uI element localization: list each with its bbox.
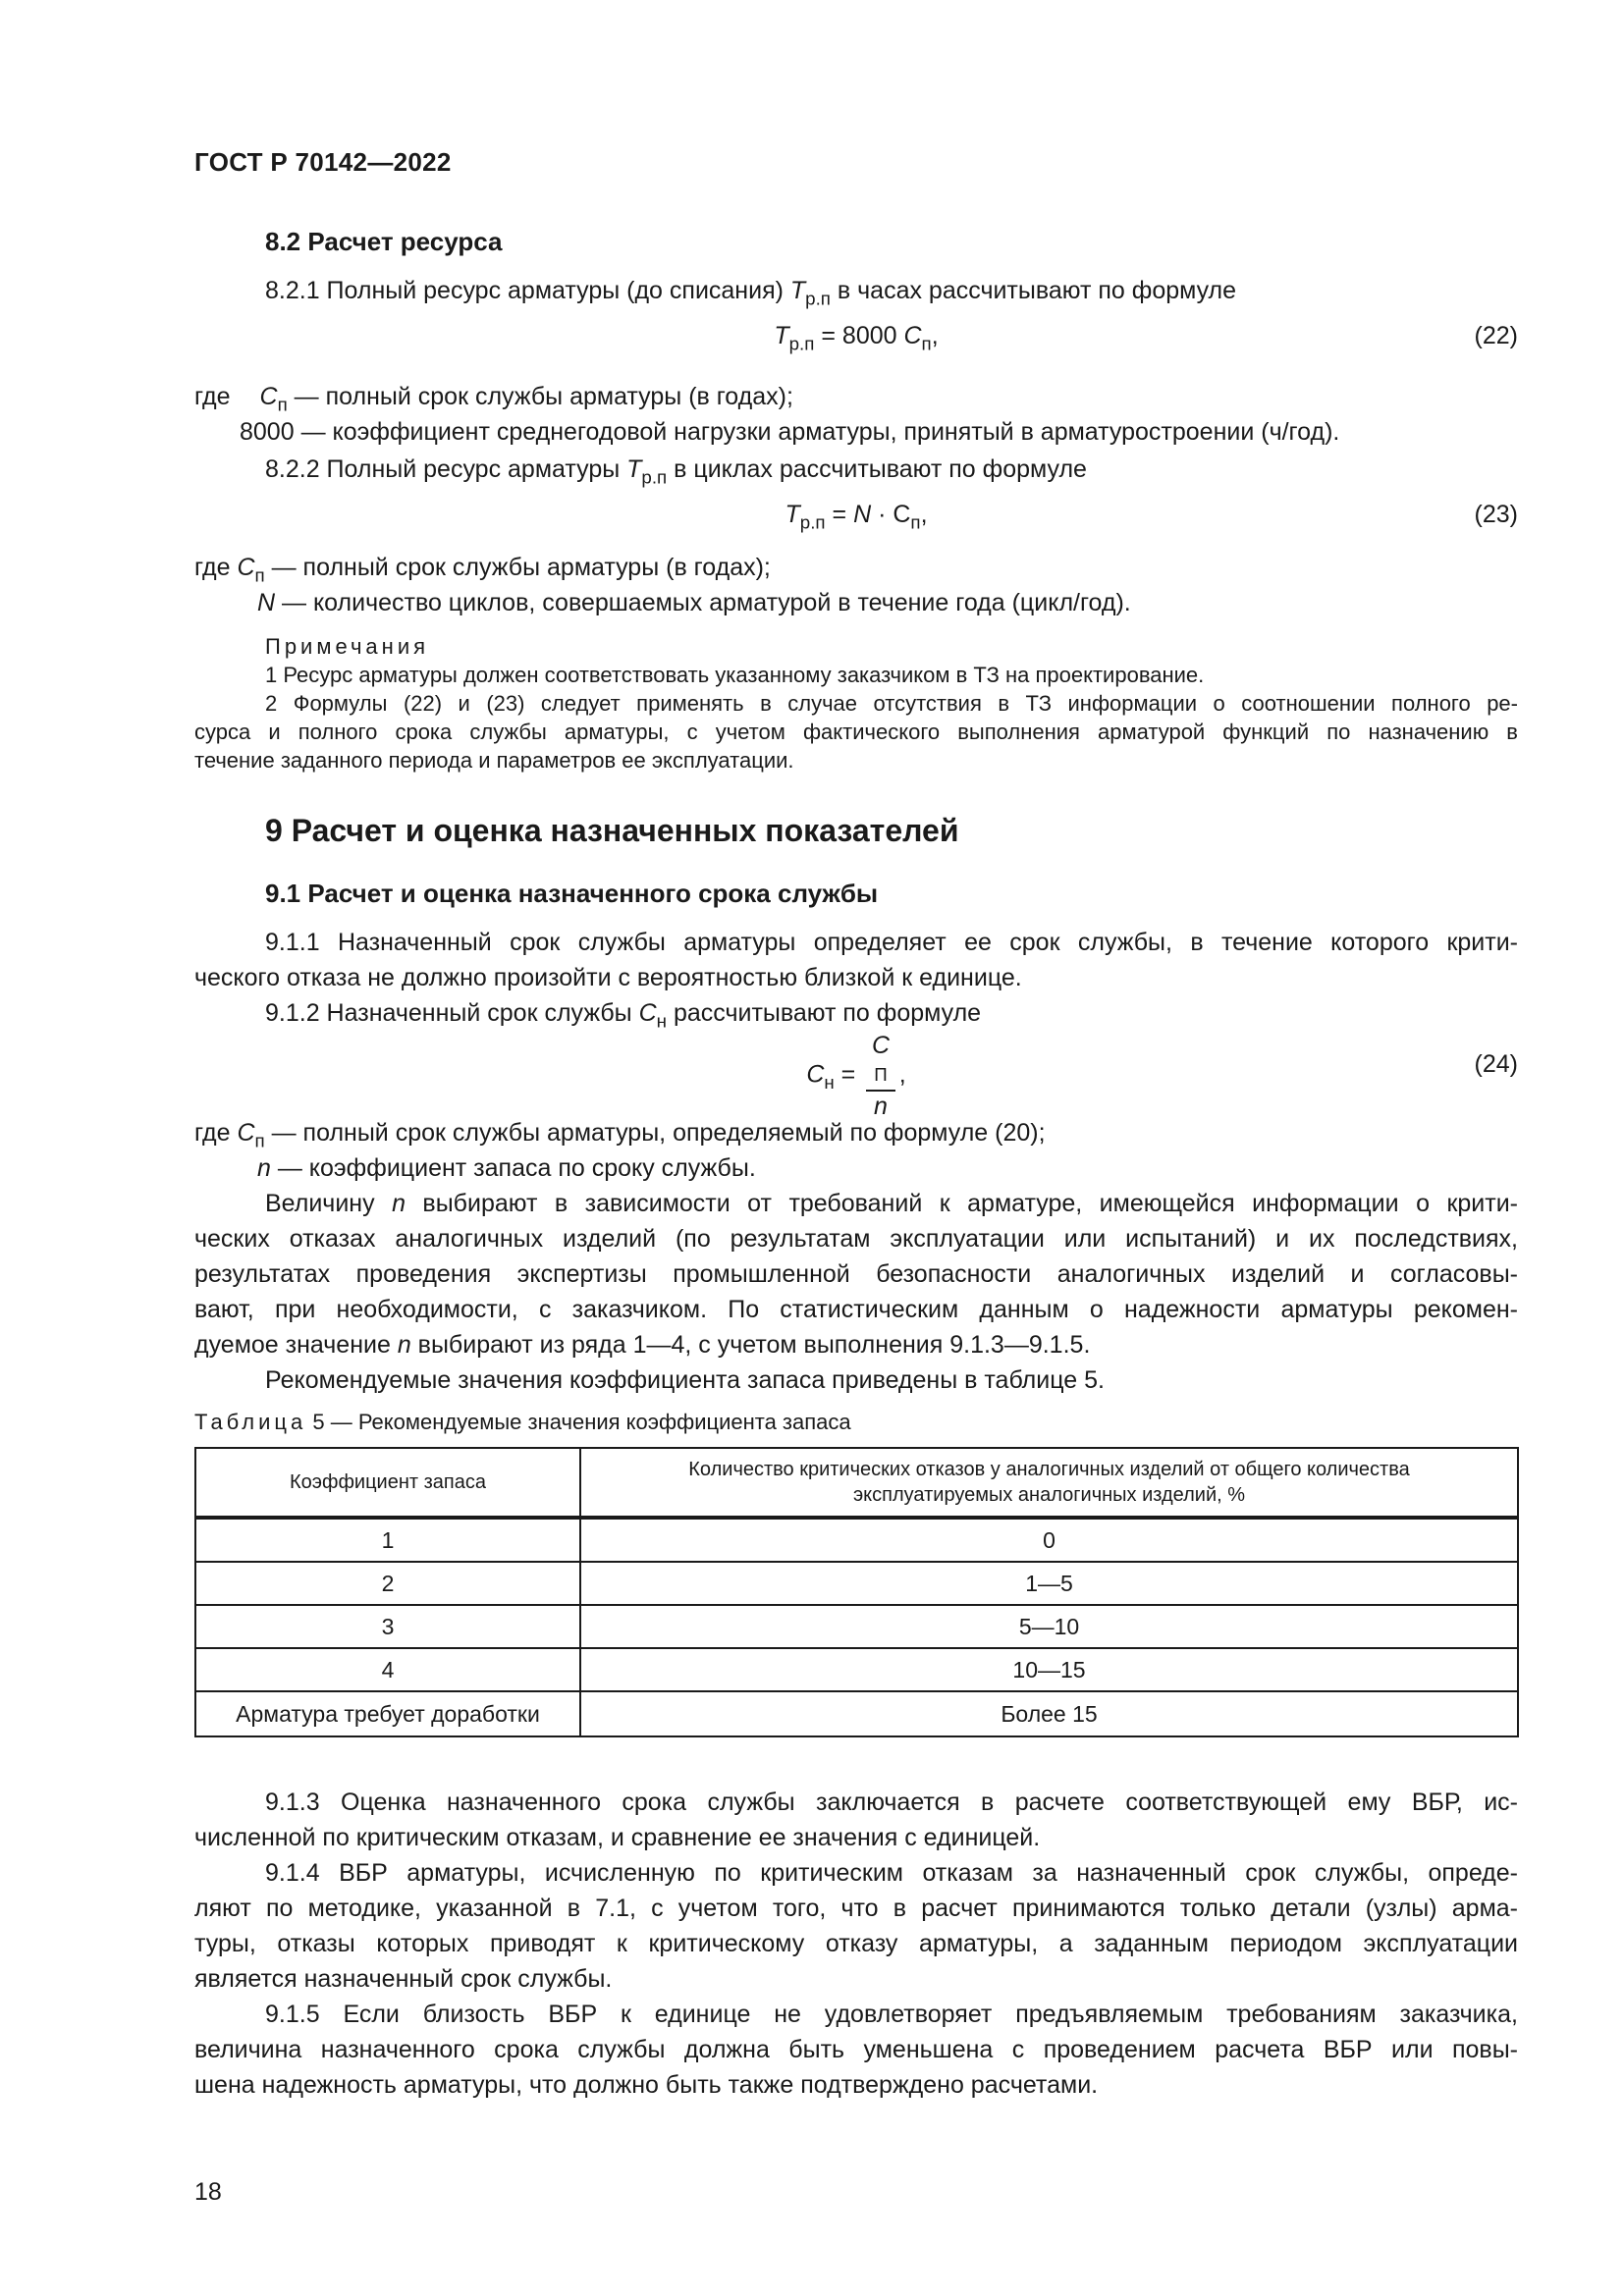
table-row: 4 10—15 — [195, 1648, 1518, 1691]
paragraph-9-1-4-line-4: является назначенный срок службы. — [194, 1965, 613, 1993]
where-block-22: где $C_п$ — полный срок службы арматуры (в годах); 8000 — коэффициент среднегодовой нагрузки арматуры, принятый в арматуростроении (ч/год). — [194, 383, 1340, 446]
page-number: 18 — [194, 2178, 222, 2206]
paragraph-9-1-4-line-3: туры, отказы которых приводят к критическому отказу арматуры, а заданным периодом эксплуатации — [194, 1930, 1518, 1957]
formula-23: $T_{р.п} = N \cdot С_п$, (23) — [785, 501, 1518, 533]
where-block-24: где $C_п$ — полный срок службы арматуры, определяемый по формуле (20); n — коэффициент запаса по сроку службы. — [194, 1119, 1046, 1182]
note-2-line-1: 2 Формулы (22) и (23) следует применять в случае отсутствия в ТЗ информации о соотношении полного ре- — [265, 691, 1518, 716]
where-block-23: где $C_п$ — полный срок службы арматуры (в годах); N — количество циклов, совершаемых арматурой в течение года (цикл/год). — [194, 554, 1131, 616]
table-row: 1 0 — [195, 1518, 1518, 1562]
section-9-heading: 9 Расчет и оценка назначенных показателей — [265, 813, 959, 848]
formula-22: $T_{р.п} = 8000$ $C_п$, (22) — [774, 322, 1518, 354]
table-row: 2 1—5 — [195, 1562, 1518, 1605]
paragraph-n-line-3: результатах проведения экспертизы промышленной безопасности аналогичных изделий и согласовы- — [194, 1260, 1518, 1288]
table-row: Арматура требует доработки Более 15 — [195, 1691, 1518, 1736]
section-8-2-heading: 8.2 Расчет ресурса — [265, 227, 503, 256]
section-9-1-heading: 9.1 Расчет и оценка назначенного срока службы — [265, 879, 879, 908]
paragraph-9-1-3-line-1: 9.1.3 Оценка назначенного срока службы заключается в расчете соответствующей ему ВБР, ис- — [265, 1789, 1518, 1816]
formula-24: $C_н$ = C П n , (24) — [806, 1032, 1518, 1120]
paragraph-9-1-3-line-2: численной по критическим отказам, и сравнение ее значения с единицей. — [194, 1824, 1041, 1851]
paragraph-9-1-1-line-1: 9.1.1 Назначенный срок службы арматуры определяет ее срок службы, в течение которого крити- — [265, 929, 1518, 956]
paragraph-9-1-1-line-2: ческого отказа не должно произойти с вероятностью близкой к единице. — [194, 964, 1022, 991]
paragraph-n-line-4: вают, при необходимости, с заказчиком. По статистическим данным о надежности арматуры рекомен- — [194, 1296, 1518, 1323]
table-5 — [194, 1447, 1519, 1737]
paragraph-9-1-5-line-3: шена надежность арматуры, что должно быть также подтверждено расчетами. — [194, 2071, 1099, 2099]
paragraph-9-1-5-line-1: 9.1.5 Если близость ВБР к единице не удовлетворяет предъявляемым требованиям заказчика, — [265, 2001, 1518, 2028]
note-2-line-2: сурса и полного срока службы арматуры, с учетом фактического выполнения арматурой функций по назначению в — [194, 720, 1518, 744]
paragraph-9-1-5-line-2: величина назначенного срока службы должна быть уменьшена с проведением расчета ВБР или повы- — [194, 2036, 1518, 2063]
formula-number-24: (24) — [1474, 1050, 1518, 1078]
paragraph-recommended: Рекомендуемые значения коэффициента запаса приведены в таблице 5. — [265, 1366, 1105, 1394]
paragraph-9-1-4-line-2: ляют по методике, указанной в 7.1, с учетом того, что в расчет принимаются только детали (узлы) арма- — [194, 1895, 1518, 1922]
paragraph-n-line-5: дуемое значение n выбирают из ряда 1—4, с учетом выполнения 9.1.3—9.1.5. — [194, 1331, 1091, 1359]
note-1: 1 Ресурс арматуры должен соответствовать указанному заказчиком в ТЗ на проектирование. — [265, 663, 1205, 687]
paragraph-8-2-1: 8.2.1 Полный ресурс арматуры (до списания) $T_{р.п}$ в часах рассчитывают по формуле — [265, 277, 1237, 309]
paragraph-9-1-4-line-1: 9.1.4 ВБР арматуры, исчисленную по критическим отказам за назначенный срок службы, опреде- — [265, 1859, 1518, 1887]
table-header-failures: Количество критических отказов у аналогичных изделий от общего количества эксплуатируемых аналогичных изделий, % — [580, 1448, 1518, 1518]
document-header: ГОСТ Р 70142—2022 — [194, 147, 452, 177]
paragraph-9-1-2: 9.1.2 Назначенный срок службы $C_н$ рассчитывают по формуле — [265, 999, 982, 1032]
table-5-caption: Таблица 5 — Рекомендуемые значения коэффициента запаса — [194, 1410, 851, 1434]
fraction-cp-over-n: C П n — [866, 1031, 894, 1121]
paragraph-n-line-1: Величину n выбирают в зависимости от требований к арматуре, имеющейся информации о крити- — [265, 1190, 1518, 1217]
formula-number-23: (23) — [1474, 501, 1518, 528]
paragraph-8-2-2: 8.2.2 Полный ресурс арматуры $T_{р.п}$ в циклах рассчитывают по формуле — [265, 455, 1087, 488]
table-row: 3 5—10 — [195, 1605, 1518, 1648]
note-2-line-3: течение заданного периода и параметров ее эксплуатации. — [194, 748, 794, 773]
notes-title: Примечания — [265, 634, 430, 659]
table-header-coefficient: Коэффициент запаса — [195, 1448, 580, 1518]
formula-number-22: (22) — [1474, 322, 1518, 349]
paragraph-n-line-2: ческих отказах аналогичных изделий (по результатам эксплуатации или испытаний) и их последствиях, — [194, 1225, 1518, 1253]
